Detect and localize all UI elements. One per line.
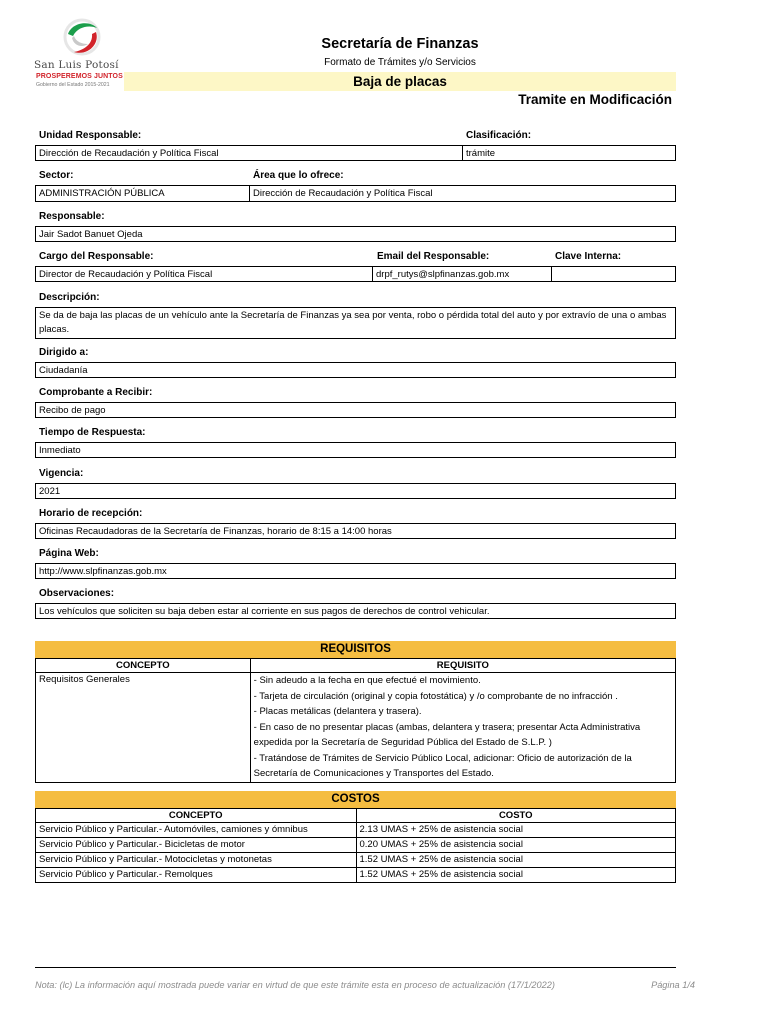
unidad-field: Dirección de Recaudación y Política Fiscal bbox=[35, 145, 463, 161]
logo-emblem-icon bbox=[60, 16, 104, 58]
sector-label: Sector: bbox=[39, 170, 74, 181]
requisitos-concepto: Requisitos Generales bbox=[36, 673, 251, 783]
observaciones-field: Los vehículos que soliciten su baja deben estar al corriente en sus pagos de derechos de control vehicular. bbox=[35, 603, 676, 619]
clave-label: Clave Interna: bbox=[555, 251, 622, 262]
costo-valor: 1.52 UMAS + 25% de asistencia social bbox=[356, 868, 676, 883]
costo-concepto: Servicio Público y Particular.- Motocicletas y motonetas bbox=[36, 853, 357, 868]
procedure-status: Tramite en Modificación bbox=[518, 92, 672, 107]
vigencia-field: 2021 bbox=[35, 483, 676, 499]
table-row bbox=[36, 838, 676, 853]
table-row bbox=[36, 673, 676, 783]
tiempo-label: Tiempo de Respuesta: bbox=[39, 427, 146, 438]
observaciones-label: Observaciones: bbox=[39, 588, 115, 599]
costos-col-concepto: CONCEPTO bbox=[36, 809, 357, 823]
comprobante-field: Recibo de pago bbox=[35, 402, 676, 418]
cargo-field: Director de Recaudación y Política Fiscal bbox=[35, 266, 373, 282]
area-field: Dirección de Recaudación y Política Fiscal bbox=[249, 185, 676, 202]
costo-valor: 0.20 UMAS + 25% de asistencia social bbox=[356, 838, 676, 853]
responsable-field: Jair Sadot Banuet Ojeda bbox=[35, 226, 676, 242]
dirigido-label: Dirigido a: bbox=[39, 347, 89, 358]
horario-field: Oficinas Recaudadoras de la Secretaría de Finanzas, horario de 8:15 a 14:00 horas bbox=[35, 523, 676, 539]
list-item: - Tratándose de Trámites de Servicio Público Local, adicionar: Oficio de autorización de la Secretaría de Comunicaciones y Transportes del Estado. bbox=[253, 752, 632, 779]
vigencia-label: Vigencia: bbox=[39, 468, 84, 479]
footer-note: Nota: (lc) La información aquí mostrada puede variar en virtud de que este trámite esta en proceso de actualización (17/1/2022) bbox=[35, 980, 555, 990]
sector-field: ADMINISTRACIÓN PÚBLICA bbox=[35, 185, 250, 202]
procedure-name: Baja de placas bbox=[124, 72, 676, 91]
list-item: - En caso de no presentar placas (ambas, delantera y trasera; presentar Acta Administrativa expedida por la Secretaría de Seguridad Pública del Estado de S.L.P. ) bbox=[253, 721, 641, 748]
costo-valor: 2.13 UMAS + 25% de asistencia social bbox=[356, 823, 676, 838]
costo-concepto: Servicio Público y Particular.- Remolques bbox=[36, 868, 357, 883]
costos-table bbox=[35, 808, 676, 883]
email-label: Email del Responsable: bbox=[377, 251, 490, 262]
state-logo bbox=[34, 16, 129, 96]
list-item: - Placas metálicas (delantera y trasera). bbox=[253, 706, 422, 717]
costo-concepto: Servicio Público y Particular.- Bicicletas de motor bbox=[36, 838, 357, 853]
email-field: drpf_rutys@slpfinanzas.gob.mx bbox=[372, 266, 552, 282]
descripcion-field: Se da de baja las placas de un vehículo ante la Secretaría de Finanzas ya sea por venta, robo o pérdida total del auto y por extravío de una o ambas placas. bbox=[35, 307, 676, 339]
list-item: - Sin adeudo a la fecha en que efectué el movimiento. bbox=[253, 675, 481, 686]
web-label: Página Web: bbox=[39, 548, 99, 559]
logo-name: San Luis Potosí bbox=[34, 59, 119, 71]
clave-field bbox=[551, 266, 676, 282]
unidad-label: Unidad Responsable: bbox=[39, 130, 142, 141]
requisitos-header: REQUISITOS bbox=[35, 641, 676, 658]
cargo-label: Cargo del Responsable: bbox=[39, 251, 154, 262]
web-field: http://www.slpfinanzas.gob.mx bbox=[35, 563, 676, 579]
clasificacion-field: trámite bbox=[462, 145, 676, 161]
tiempo-field: Inmediato bbox=[35, 442, 676, 458]
comprobante-label: Comprobante a Recibir: bbox=[39, 387, 153, 398]
responsable-label: Responsable: bbox=[39, 211, 105, 222]
costo-valor: 1.52 UMAS + 25% de asistencia social bbox=[356, 853, 676, 868]
table-row bbox=[36, 823, 676, 838]
page-number: Página 1/4 bbox=[651, 980, 695, 990]
footer-divider bbox=[35, 967, 676, 968]
list-item: - Tarjeta de circulación (original y copia fotostática) y /o comprobante de no infracción . bbox=[253, 690, 618, 702]
table-row bbox=[36, 853, 676, 868]
dirigido-field: Ciudadanía bbox=[35, 362, 676, 378]
requisitos-col-requisito: REQUISITO bbox=[250, 659, 675, 673]
table-row bbox=[36, 868, 676, 883]
costos-col-costo: COSTO bbox=[356, 809, 676, 823]
requisitos-table bbox=[35, 658, 676, 783]
descripcion-label: Descripción: bbox=[39, 292, 100, 303]
area-label: Área que lo ofrece: bbox=[253, 170, 344, 181]
costo-concepto: Servicio Público y Particular.- Automóviles, camiones y ómnibus bbox=[36, 823, 357, 838]
clasificacion-label: Clasificación: bbox=[466, 130, 532, 141]
page-title: Secretaría de Finanzas bbox=[321, 36, 479, 52]
logo-slogan: PROSPEREMOS JUNTOS bbox=[36, 73, 123, 80]
costos-header: COSTOS bbox=[35, 791, 676, 808]
horario-label: Horario de recepción: bbox=[39, 508, 143, 519]
requisitos-list bbox=[250, 673, 675, 783]
page-subtitle: Formato de Trámites y/o Servicios bbox=[324, 57, 476, 68]
logo-subtitle: Gobierno del Estado 2015-2021 bbox=[36, 82, 110, 88]
requisitos-col-concepto: CONCEPTO bbox=[36, 659, 251, 673]
